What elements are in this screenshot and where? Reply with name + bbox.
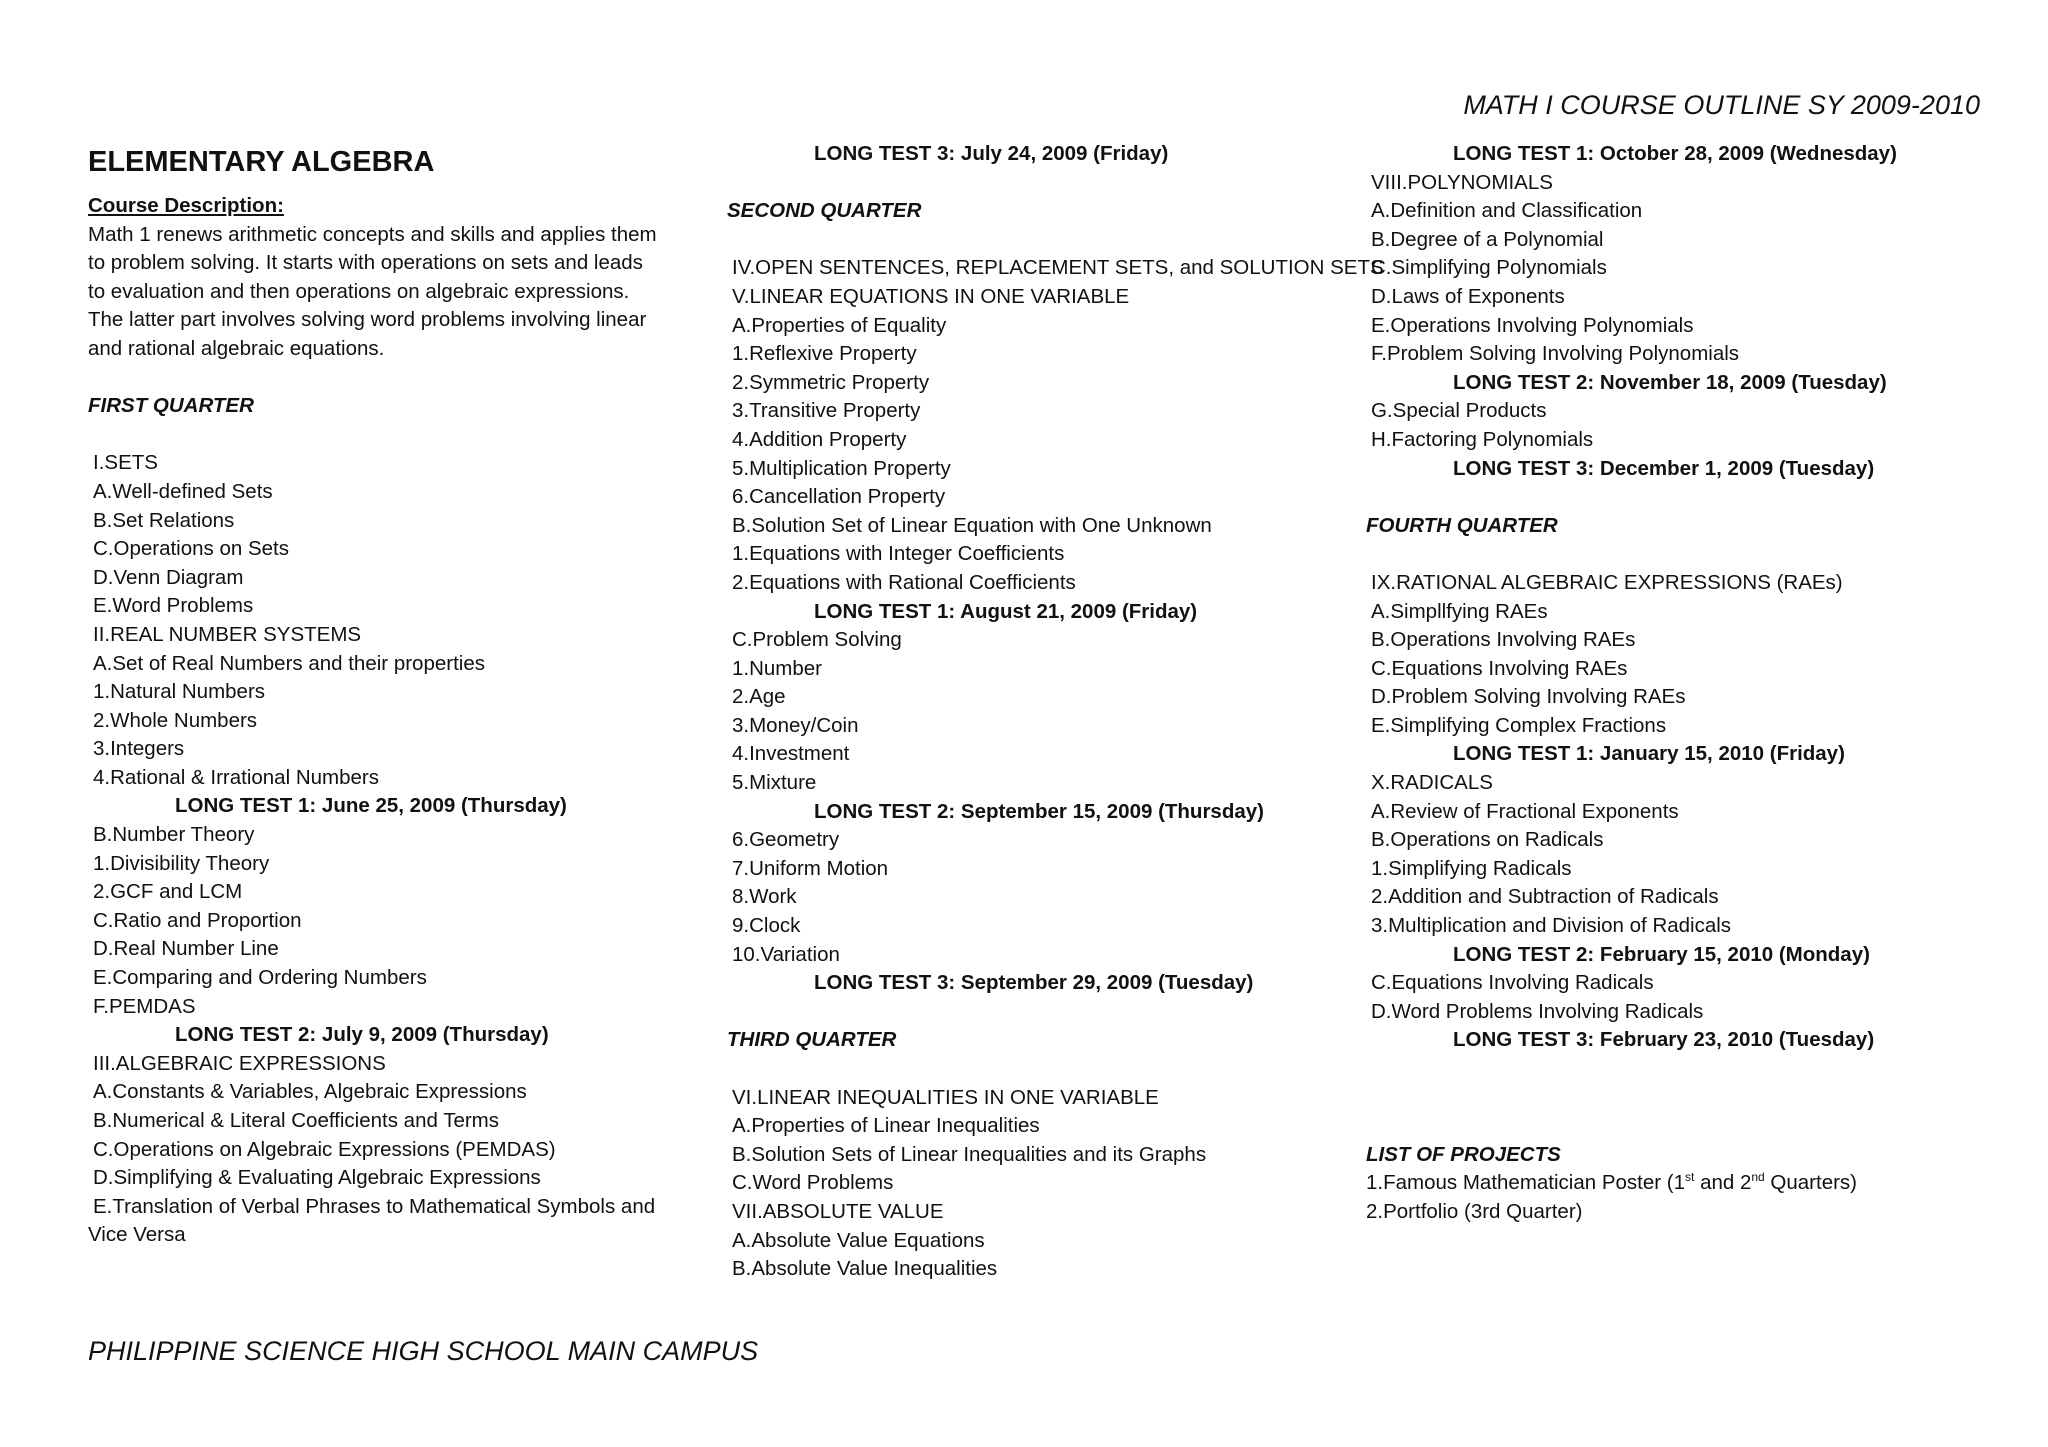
course-description-heading: Course Description: (88, 194, 284, 217)
outline-item: A.Simpllfying RAEs (1371, 599, 1548, 623)
project-item: 2.Portfolio (3rd Quarter) (1366, 1199, 1583, 1223)
outline-item: A.Properties of Linear Inequalities (732, 1114, 1040, 1138)
outline-item: B.Numerical & Literal Coefficients and Terms (93, 1109, 499, 1132)
outline-item: IX.RATIONAL ALGEBRAIC EXPRESSIONS (RAEs) (1371, 570, 1843, 594)
outline-item: C.Operations on Sets (93, 537, 289, 561)
outline-item: C.Simplifying Polynomials (1371, 256, 1607, 280)
outline-item: D.Word Problems Involving Radicals (1371, 999, 1704, 1023)
outline-item: 4.Addition Property (732, 427, 907, 451)
outline-list-second-quarter (727, 254, 1384, 997)
outline-item: 2.GCF and LCM (93, 880, 243, 904)
outline-item: 10.Variation (732, 942, 840, 966)
quarter-heading-second: SECOND QUARTER (727, 199, 922, 223)
outline-item: E.Comparing and Ordering Numbers (93, 966, 427, 990)
outline-item: A.Absolute Value Equations (732, 1228, 985, 1252)
outline-item: E.Simplifying Complex Fractions (1371, 713, 1667, 737)
outline-item: E.Operations Involving Polynomials (1371, 313, 1694, 337)
outline-item: 5.Multiplication Property (732, 456, 951, 480)
outline-item: 6.Geometry (732, 828, 840, 852)
outline-item: C.Equations Involving Radicals (1371, 971, 1654, 995)
outline-item: B.Solution Sets of Linear Inequalities and its Graphs (732, 1142, 1207, 1166)
long-test-entry: LONG TEST 1: January 15, 2010 (Friday) (1453, 742, 1845, 766)
outline-item: C.Word Problems (732, 1171, 894, 1195)
outline-item: 2.Symmetric Property (732, 370, 930, 394)
outline-item: B.Operations Involving RAEs (1371, 628, 1636, 652)
project-item: 1.Famous Mathematician Poster (1st and 2nd Quarters) (1366, 1170, 1858, 1195)
long-test-entry: LONG TEST 1: August 21, 2009 (Friday) (814, 599, 1198, 623)
quarter-heading-first: FIRST QUARTER (88, 394, 254, 418)
outline-item: D.Simplifying & Evaluating Algebraic Expressions (93, 1166, 541, 1190)
description-line: Math 1 renews arithmetic concepts and skills and applies them (88, 222, 657, 246)
outline-item: G.Special Products (1371, 399, 1547, 423)
outline-item: 3.Integers (93, 737, 185, 761)
outline-item: B.Operations on Radicals (1371, 828, 1604, 852)
outline-item: 3.Transitive Property (732, 399, 921, 423)
description-line: and rational algebraic equations. (88, 336, 385, 360)
outline-list-third-quarter (727, 1084, 1347, 1284)
outline-list-fourth-quarter (1366, 569, 1966, 1055)
long-test-entry: LONG TEST 2: November 18, 2009 (Tuesday) (1453, 370, 1887, 394)
column-first-quarter (88, 140, 688, 1250)
long-test-entry: LONG TEST 2: February 15, 2010 (Monday) (1453, 942, 1870, 966)
page-header: MATH I COURSE OUTLINE SY 2009-2010 (1463, 90, 1980, 120)
outline-item: VI.LINEAR INEQUALITIES IN ONE VARIABLE (732, 1085, 1159, 1109)
outline-item: C.Equations Involving RAEs (1371, 656, 1628, 680)
outline-item: B.Solution Set of Linear Equation with One Unknown (732, 513, 1212, 537)
outline-item: B.Set Relations (93, 508, 235, 532)
outline-item: 3.Money/Coin (732, 713, 859, 737)
outline-item: H.Factoring Polynomials (1371, 427, 1594, 451)
long-test-entry: LONG TEST 3: July 24, 2009 (Friday) (814, 142, 1169, 165)
page-footer: PHILIPPINE SCIENCE HIGH SCHOOL MAIN CAMPUS (88, 1336, 759, 1366)
outline-item: Vice Versa (88, 1223, 186, 1247)
outline-list-first-quarter (88, 449, 688, 1250)
outline-item: 2.Addition and Subtraction of Radicals (1371, 885, 1719, 909)
long-test-entry: LONG TEST 3: September 29, 2009 (Tuesday) (814, 971, 1254, 995)
outline-item: 3.Multiplication and Division of Radicals (1371, 914, 1732, 938)
outline-item: A.Properties of Equality (732, 313, 947, 337)
outline-item: B.Absolute Value Inequalities (732, 1257, 998, 1281)
outline-item: B.Degree of a Polynomial (1371, 227, 1604, 251)
long-test-entry: LONG TEST 3: February 23, 2010 (Tuesday) (1453, 1028, 1875, 1052)
outline-item: E.Translation of Verbal Phrases to Mathematical Symbols and (93, 1194, 656, 1218)
long-test-entry: LONG TEST 1: June 25, 2009 (Thursday) (175, 794, 567, 818)
outline-item: 4.Rational & Irrational Numbers (93, 765, 379, 789)
outline-item: IV.OPEN SENTENCES, REPLACEMENT SETS, and SOLUTION SETS (732, 256, 1384, 280)
outline-item: A.Well-defined Sets (93, 479, 273, 503)
outline-item: D.Problem Solving Involving RAEs (1371, 685, 1686, 709)
description-line: The latter part involves solving word problems involving linear (88, 308, 647, 332)
course-title: ELEMENTARY ALGEBRA (88, 146, 435, 178)
outline-item: 4.Investment (732, 742, 850, 766)
outline-item: 1.Divisibility Theory (93, 851, 270, 875)
outline-item: 7.Uniform Motion (732, 856, 889, 880)
outline-item: D.Laws of Exponents (1371, 284, 1565, 308)
column-third-fourth-quarter (1366, 140, 1966, 1227)
outline-item: 9.Clock (732, 914, 801, 938)
outline-item: II.REAL NUMBER SYSTEMS (93, 622, 362, 646)
outline-item: I.SETS (93, 451, 158, 475)
outline-item: V.LINEAR EQUATIONS IN ONE VARIABLE (732, 284, 1130, 308)
column-second-third-quarter (727, 140, 1384, 1284)
superscript: st (1685, 1170, 1695, 1185)
outline-item: 2.Age (732, 685, 786, 709)
outline-item: VIII.POLYNOMIALS (1371, 170, 1553, 194)
description-line: to problem solving. It starts with operations on sets and leads (88, 251, 643, 275)
outline-item: A.Set of Real Numbers and their properties (93, 651, 485, 675)
projects-heading: LIST OF PROJECTS (1366, 1142, 1561, 1166)
outline-item: 8.Work (732, 885, 797, 909)
outline-list-third-quarter-cont (1366, 140, 1966, 483)
outline-item: A.Review of Fractional Exponents (1371, 799, 1679, 823)
outline-item: C.Ratio and Proportion (93, 908, 302, 932)
outline-item: C.Operations on Algebraic Expressions (PEMDAS) (93, 1137, 556, 1161)
outline-item: 6.Cancellation Property (732, 485, 946, 509)
long-test-entry: LONG TEST 1: October 28, 2009 (Wednesday) (1453, 142, 1897, 165)
outline-item: F.PEMDAS (93, 994, 196, 1018)
outline-item: C.Problem Solving (732, 628, 902, 652)
outline-item: D.Venn Diagram (93, 565, 244, 589)
outline-item: 1.Reflexive Property (732, 342, 917, 366)
long-test-entry: LONG TEST 2: July 9, 2009 (Thursday) (175, 1023, 549, 1047)
outline-item: B.Number Theory (93, 823, 255, 847)
outline-item: D.Real Number Line (93, 937, 279, 961)
course-description (88, 221, 688, 364)
quarter-heading-third: THIRD QUARTER (727, 1028, 897, 1052)
long-test-entry: LONG TEST 3: December 1, 2009 (Tuesday) (1453, 456, 1875, 480)
quarter-heading-fourth: FOURTH QUARTER (1366, 513, 1558, 537)
outline-item: 1.Natural Numbers (93, 680, 266, 704)
outline-item: 2.Equations with Rational Coefficients (732, 570, 1076, 594)
outline-item: 1.Number (732, 656, 823, 680)
outline-item: A.Constants & Variables, Algebraic Expressions (93, 1080, 527, 1104)
outline-item: A.Definition and Classification (1371, 199, 1643, 223)
outline-item: F.Problem Solving Involving Polynomials (1371, 342, 1740, 366)
outline-item: 1.Equations with Integer Coefficients (732, 542, 1065, 566)
outline-item: 2.Whole Numbers (93, 708, 258, 732)
outline-item: X.RADICALS (1371, 771, 1493, 795)
outline-item: VII.ABSOLUTE VALUE (732, 1199, 944, 1223)
outline-item: 1.Simplifying Radicals (1371, 856, 1572, 880)
outline-item: E.Word Problems (93, 594, 254, 618)
description-line: to evaluation and then operations on algebraic expressions. (88, 279, 630, 303)
outline-item: 5.Mixture (732, 771, 817, 795)
long-test-entry: LONG TEST 2: September 15, 2009 (Thursday) (814, 799, 1264, 823)
superscript: nd (1751, 1170, 1765, 1185)
outline-item: III.ALGEBRAIC EXPRESSIONS (93, 1051, 386, 1075)
